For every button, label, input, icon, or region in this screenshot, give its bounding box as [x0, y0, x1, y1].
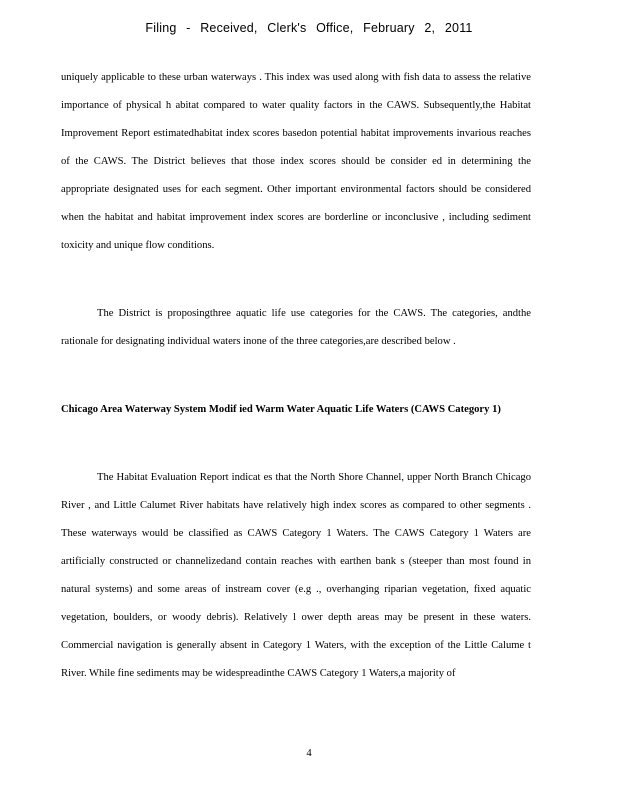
- page-number: 4: [306, 748, 312, 759]
- section-heading-caws-category-1: Chicago Area Waterway System Modif ied Warm Water Aquatic Life Waters (CAWS Category 1): [61, 404, 501, 415]
- filing-header: Filing - Received, Clerk's Office, February 2, 2011: [145, 21, 473, 35]
- paragraph-habitat-evaluation: The Habitat Evaluation Report indicat es that the North Shore Channel, upper North Branch Chicago River , and Little Calumet River habitats have relatively high index scores as compared to other segments . These waterways would be classified as CAWS Category 1 Waters. The CAWS Category 1 Waters are artificially constructed or channelizedand contain reaches with earthen bank s (steeper than most found in natural systems) and some areas of instream cover (e.g ., overhanging riparian vegetation, fixed aquatic vegetation, boulders, or woody debris). Relatively l ower depth areas may be present in these waters. Commercial navigation is generally absent in Category 1 Waters, with the exception of the Little Calume t River. While fine sediments may be widespreadinthe CAWS Category 1 Waters,a majority of: [61, 472, 531, 679]
- paragraph-habitat-index: uniquely applicable to these urban waterways . This index was used along with fish data to assess the relative importance of physical h abitat compared to water quality factors in the CAWS. Subsequently,the Habitat Improvement Report estimatedhabitat index scores basedon potential habitat improvements invarious reaches of the CAWS. The District believes that those index scores should be consider ed in determining the appropriate designated uses for each segment. Other important environmental factors should be considered when the habitat and habitat improvement index scores are borderline or inconclusive , including sediment toxicity and unique flow conditions.: [61, 72, 531, 251]
- paragraph-aquatic-life-categories: The District is proposingthree aquatic life use categories for the CAWS. The categories, andthe rationale for designating individual waters inone of the three categories,are described below .: [61, 308, 531, 347]
